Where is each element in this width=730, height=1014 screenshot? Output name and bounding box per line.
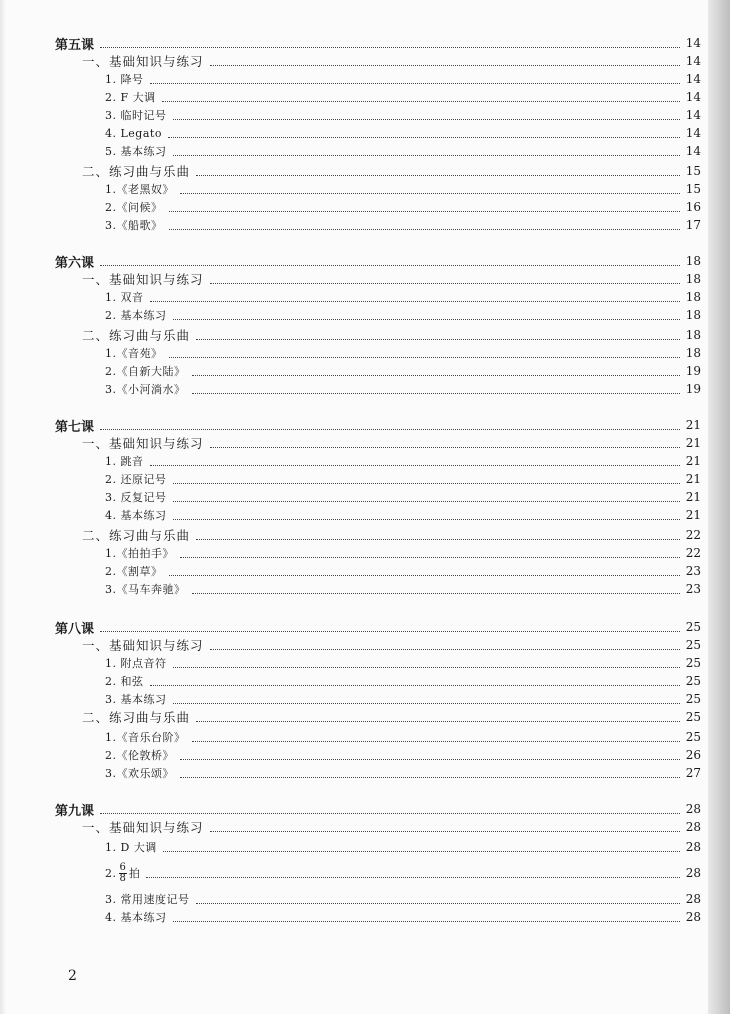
toc-entry <box>82 636 701 654</box>
leader-dots <box>173 119 680 120</box>
toc-entry <box>82 818 701 836</box>
toc-entry-title: 1.《音乐台阶》 <box>105 731 186 744</box>
toc-entry-page: 22 <box>685 546 701 560</box>
toc-entry-title: 3.《欢乐颂》 <box>105 767 174 780</box>
toc-entry-title: 2. 还原记号 <box>105 473 167 486</box>
leader-dots <box>173 519 680 520</box>
toc-entry-page: 25 <box>685 674 701 688</box>
leader-dots <box>210 65 680 66</box>
toc-entry <box>105 470 701 488</box>
toc-entry-title: 二、练习曲与乐曲 <box>82 528 191 543</box>
toc-entry-suffix: 拍 <box>128 867 141 880</box>
toc-entry-title: 第五课 <box>55 37 95 53</box>
toc-entry-title: 3.《船歌》 <box>105 219 163 232</box>
leader-dots <box>196 903 680 904</box>
leader-dots <box>180 759 680 760</box>
toc-entry-title: 2. 和弦 <box>105 675 144 688</box>
toc-entry <box>105 180 701 198</box>
toc-entry-page: 15 <box>685 164 701 178</box>
toc-entry <box>82 526 701 544</box>
leader-dots <box>150 685 680 686</box>
toc-entry-page: 25 <box>685 710 701 724</box>
toc-entry-title: 1.《拍拍手》 <box>105 547 174 560</box>
toc-entry <box>105 306 701 324</box>
leader-dots <box>192 741 680 742</box>
toc-entry <box>105 690 701 708</box>
leader-dots <box>196 339 680 340</box>
toc-entry-title: 2. 基本练习 <box>105 309 167 322</box>
toc-entry-page: 22 <box>685 528 701 542</box>
toc-entry-title: 1. D 大调 <box>105 841 157 854</box>
toc-entry <box>105 544 701 562</box>
toc-entry-page: 18 <box>685 272 701 286</box>
toc-entry-title: 1. 附点音符 <box>105 657 167 670</box>
toc-entry-page: 26 <box>685 748 701 762</box>
toc-entry-page: 21 <box>685 508 701 522</box>
toc-entry <box>105 908 701 926</box>
toc-entry-page: 19 <box>685 382 701 396</box>
toc-entry <box>105 380 701 398</box>
toc-entry <box>105 764 701 782</box>
toc-entry <box>82 434 701 452</box>
leader-dots <box>150 301 680 302</box>
leader-dots <box>196 175 680 176</box>
toc-entry-title: 2.《自新大陆》 <box>105 365 186 378</box>
toc-entry-page: 18 <box>685 328 701 342</box>
toc-entry <box>55 416 701 434</box>
toc-entry <box>105 838 701 856</box>
toc-entry-title: 3. 常用速度记号 <box>105 893 190 906</box>
leader-dots <box>100 47 680 48</box>
toc-entry-title: 3. 基本练习 <box>105 693 167 706</box>
leader-dots <box>173 667 680 668</box>
time-signature-fraction <box>119 863 127 884</box>
leader-dots <box>173 501 680 502</box>
leader-dots <box>192 375 680 376</box>
toc-entry-page: 28 <box>685 892 701 906</box>
toc-entry-page: 28 <box>685 866 701 880</box>
toc-entry <box>82 162 701 180</box>
leader-dots <box>168 137 680 138</box>
toc-entry-page: 14 <box>685 90 701 104</box>
toc-entry-title: 3. 临时记号 <box>105 109 167 122</box>
toc-entry <box>55 800 701 818</box>
toc-entry <box>105 506 701 524</box>
leader-dots <box>173 703 680 704</box>
leader-dots <box>169 229 680 230</box>
toc-entry-title: 第八课 <box>55 621 95 637</box>
toc-entry-title: 一、基础知识与练习 <box>82 638 204 653</box>
toc-entry-page: 21 <box>685 472 701 486</box>
toc-entry-page: 25 <box>685 692 701 706</box>
toc-entry-title: 1. 跳音 <box>105 455 144 468</box>
toc-entry-page: 14 <box>685 54 701 68</box>
toc-entry-title: 二、练习曲与乐曲 <box>82 164 191 179</box>
toc-entry-title: 4. 基本练习 <box>105 911 167 924</box>
leader-dots <box>180 777 680 778</box>
toc-entry-page: 17 <box>685 218 701 232</box>
leader-dots <box>173 921 680 922</box>
toc-entry-title: 3. 反复记号 <box>105 491 167 504</box>
leader-dots <box>180 557 680 558</box>
toc-entry-page: 18 <box>685 346 701 360</box>
toc-entry-title: 一、基础知识与练习 <box>82 436 204 451</box>
leader-dots <box>146 877 679 878</box>
leader-dots <box>196 539 680 540</box>
toc-entry-page: 14 <box>685 72 701 86</box>
toc-entry-title: 3.《马车奔驰》 <box>105 583 186 596</box>
toc-entry-title: 2. F 大调 <box>105 91 156 104</box>
leader-dots <box>100 631 680 632</box>
toc-entry-title: 5. 基本练习 <box>105 145 167 158</box>
toc-entry-page: 23 <box>685 564 701 578</box>
toc-entry-title: 第六课 <box>55 255 95 271</box>
toc-entry <box>105 672 701 690</box>
toc-entry-page: 28 <box>685 820 701 834</box>
toc-entry <box>55 34 701 52</box>
toc-entry-title: 二、练习曲与乐曲 <box>82 328 191 343</box>
toc-entry-title: 一、基础知识与练习 <box>82 272 204 287</box>
toc-entry-title: 二、练习曲与乐曲 <box>82 710 191 725</box>
toc-entry-page: 14 <box>685 126 701 140</box>
page-edge <box>708 0 730 1014</box>
toc-entry <box>82 708 701 726</box>
toc-entry <box>105 860 701 886</box>
toc-entry-page: 21 <box>685 436 701 450</box>
toc-entry-title: 4. Legato <box>105 126 162 140</box>
toc-entry <box>105 362 701 380</box>
leader-dots <box>163 851 680 852</box>
toc-entry-page: 27 <box>685 766 701 780</box>
toc-entry <box>82 270 701 288</box>
toc-entry-page: 25 <box>685 620 701 634</box>
toc-entry-title: 2.《割草》 <box>105 565 163 578</box>
toc-entry-page: 25 <box>685 730 701 744</box>
leader-dots <box>162 101 680 102</box>
toc-entry-page: 25 <box>685 656 701 670</box>
leader-dots <box>196 721 680 722</box>
leader-dots <box>150 465 680 466</box>
leader-dots <box>100 429 680 430</box>
toc-entry <box>105 488 701 506</box>
toc-entry <box>105 654 701 672</box>
leader-dots <box>173 319 680 320</box>
fraction-numerator: 6 <box>119 861 126 873</box>
leader-dots <box>169 575 680 576</box>
leader-dots <box>210 447 680 448</box>
toc-entry-title: 3.《小河淌水》 <box>105 383 186 396</box>
toc-entry-page: 23 <box>685 582 701 596</box>
toc-entry-page: 28 <box>685 802 701 816</box>
toc-entry-title: 一、基础知识与练习 <box>82 54 204 69</box>
toc-entry <box>105 728 701 746</box>
toc-entry <box>105 344 701 362</box>
fraction-denominator: 8 <box>119 872 126 884</box>
toc-entry <box>82 52 701 70</box>
toc-entry <box>105 580 701 598</box>
binding-shadow <box>0 0 6 1014</box>
toc-entry <box>82 326 701 344</box>
toc-entry-title: 2.《伦敦桥》 <box>105 749 174 762</box>
toc-entry <box>105 70 701 88</box>
toc-entry-page: 19 <box>685 364 701 378</box>
toc-entry-title: 一、基础知识与练习 <box>82 820 204 835</box>
toc-entry-page: 21 <box>685 490 701 504</box>
toc-entry <box>55 618 701 636</box>
toc-entry-title: 2.《问候》 <box>105 201 163 214</box>
toc-entry-title: 4. 基本练习 <box>105 509 167 522</box>
toc-entry-page: 21 <box>685 454 701 468</box>
leader-dots <box>173 483 680 484</box>
toc-entry-page: 14 <box>685 144 701 158</box>
toc-entry <box>105 124 701 142</box>
leader-dots <box>210 283 680 284</box>
toc-entry-page: 28 <box>685 840 701 854</box>
toc-entry-page: 14 <box>685 36 701 50</box>
toc-entry-page: 21 <box>685 418 701 432</box>
toc-entry-title: 第七课 <box>55 419 95 435</box>
toc-entry-page: 28 <box>685 910 701 924</box>
toc-entry-title: 2. <box>105 866 117 880</box>
leader-dots <box>100 813 680 814</box>
toc-entry-page: 14 <box>685 108 701 122</box>
leader-dots <box>180 193 680 194</box>
leader-dots <box>169 357 680 358</box>
toc-entry <box>105 142 701 160</box>
leader-dots <box>150 83 680 84</box>
toc-entry-page: 18 <box>685 290 701 304</box>
toc-entry <box>105 562 701 580</box>
toc-entry-title: 第九课 <box>55 803 95 819</box>
page-number: 2 <box>68 968 77 984</box>
leader-dots <box>100 265 680 266</box>
toc-entry-page: 15 <box>685 182 701 196</box>
leader-dots <box>192 393 680 394</box>
toc-entry-title: 1. 双音 <box>105 291 144 304</box>
toc-entry <box>105 216 701 234</box>
toc-entry <box>105 746 701 764</box>
toc-entry-title: 1.《音苑》 <box>105 347 163 360</box>
toc-entry <box>105 106 701 124</box>
toc-entry <box>105 890 701 908</box>
leader-dots <box>210 649 680 650</box>
leader-dots <box>192 593 680 594</box>
toc-entry <box>105 288 701 306</box>
leader-dots <box>173 155 680 156</box>
leader-dots <box>169 211 680 212</box>
toc-entry-title: 1.《老黑奴》 <box>105 183 174 196</box>
leader-dots <box>210 831 680 832</box>
toc-entry-page: 25 <box>685 638 701 652</box>
toc-entry <box>105 198 701 216</box>
toc-entry <box>55 252 701 270</box>
toc-entry <box>105 452 701 470</box>
toc-entry-page: 18 <box>685 308 701 322</box>
toc-entry-title: 1. 降号 <box>105 73 144 86</box>
toc-entry <box>105 88 701 106</box>
toc-entry-page: 18 <box>685 254 701 268</box>
toc-entry-page: 16 <box>685 200 701 214</box>
